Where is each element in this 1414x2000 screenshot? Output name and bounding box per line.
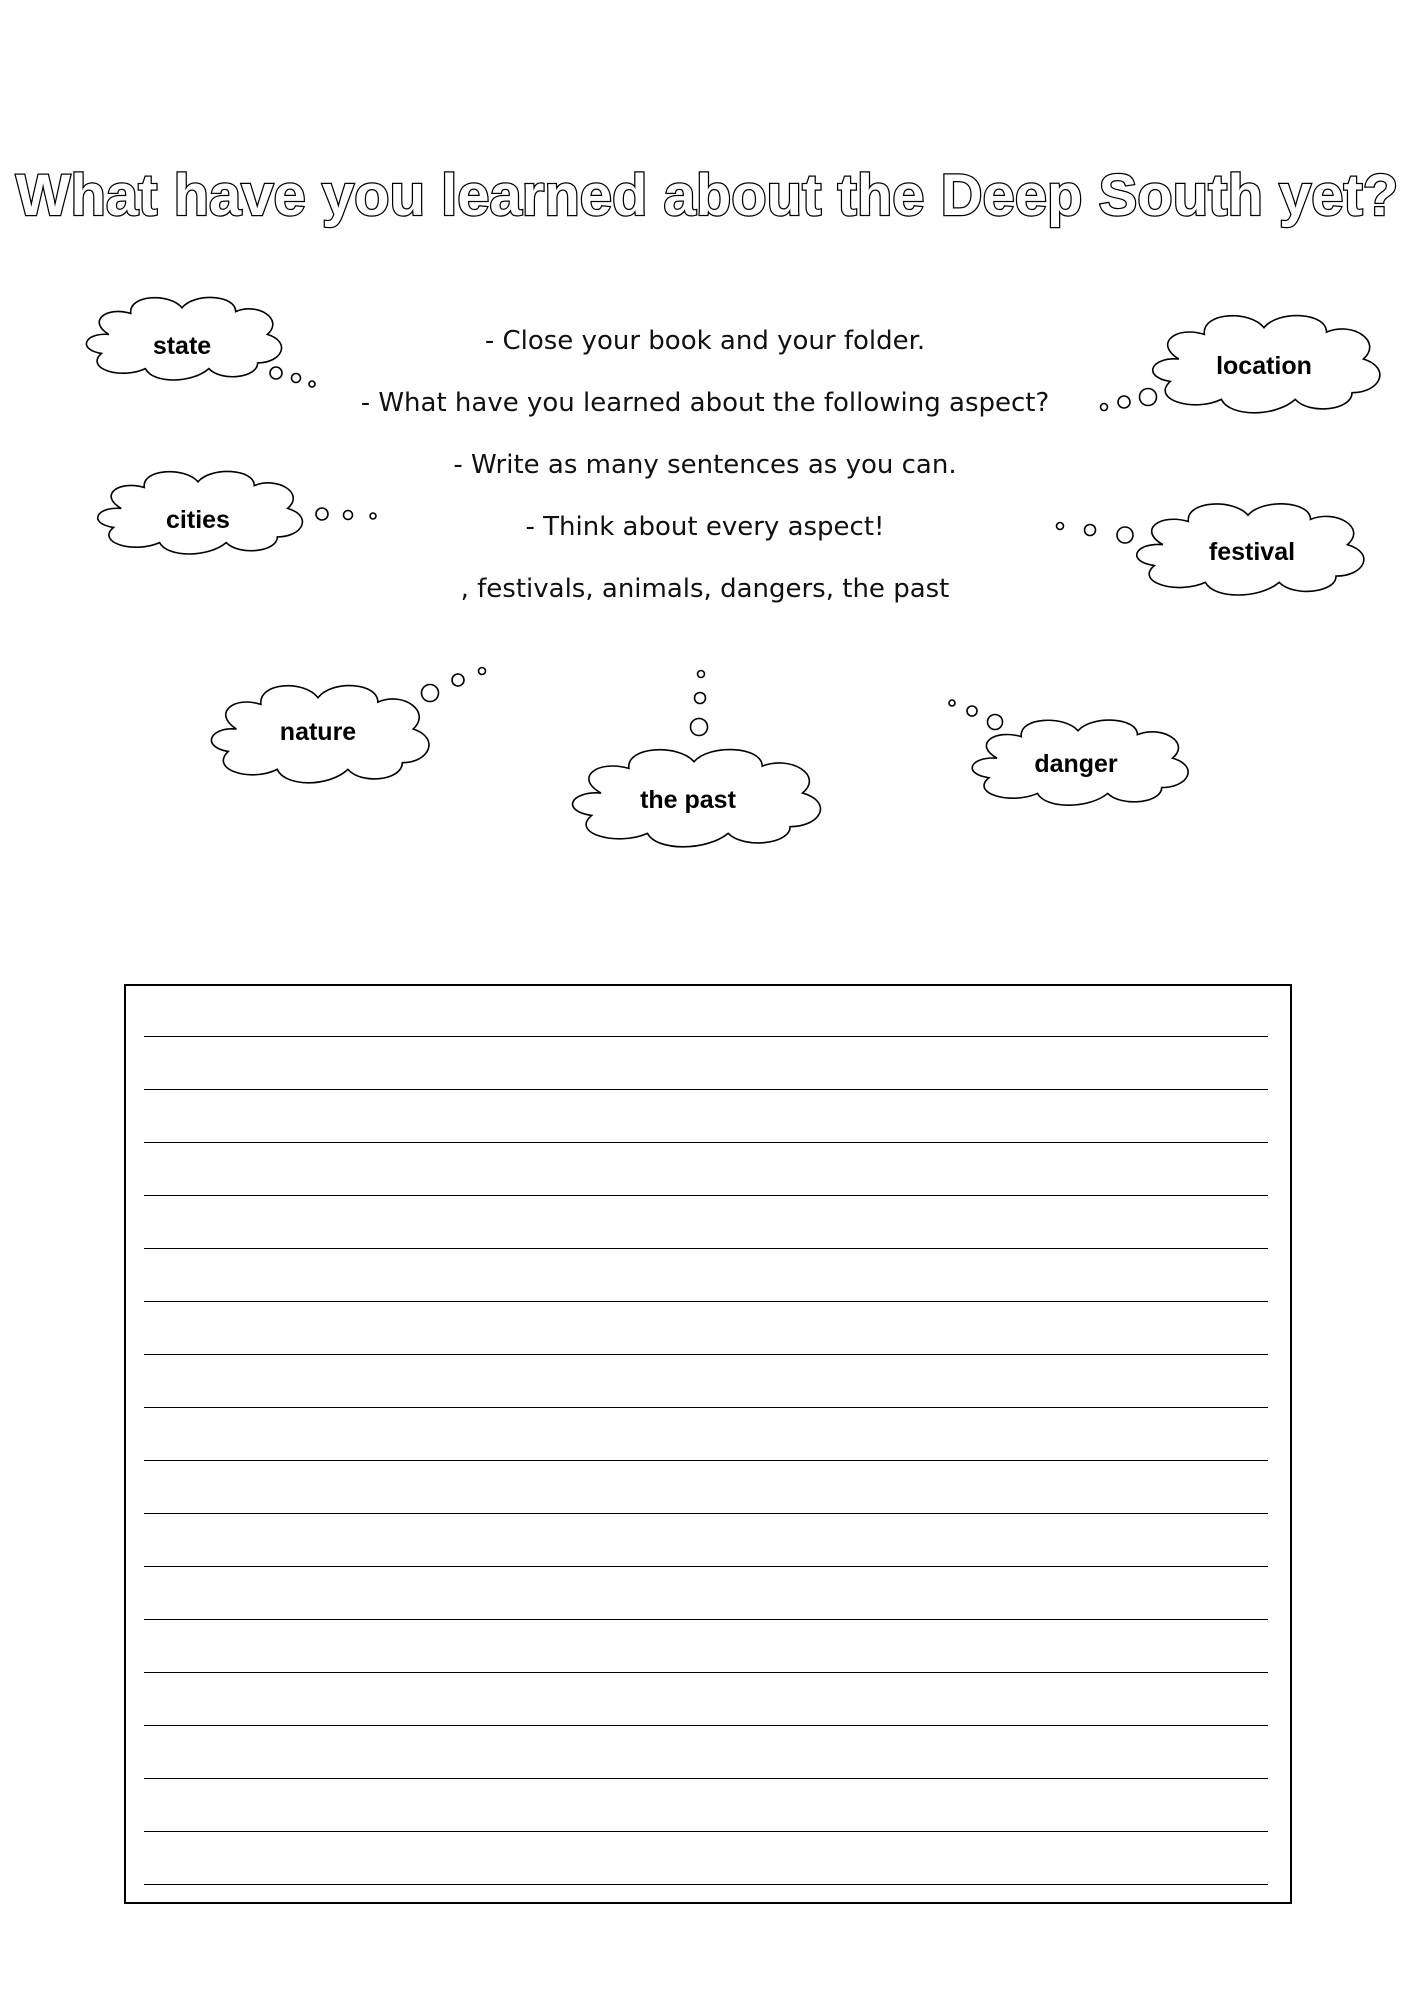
instruction-line: - What have you learned about the following aspect?	[360, 388, 1050, 418]
answer-line	[144, 1142, 1268, 1143]
bubble-label-the-past: the past	[640, 786, 736, 814]
bubble-label-festival: festival	[1208, 538, 1296, 566]
bubble-festival	[1057, 504, 1364, 595]
bubble-cities	[98, 471, 376, 554]
bubble-danger	[949, 700, 1188, 805]
answer-line	[144, 1619, 1268, 1620]
answer-line	[144, 1354, 1268, 1355]
bubble-label-danger: danger	[1034, 750, 1118, 778]
answer-line	[144, 1089, 1268, 1090]
answer-line	[144, 1725, 1268, 1726]
answer-line	[144, 1407, 1268, 1408]
answer-line	[144, 1460, 1268, 1461]
thought-bubbles	[0, 0, 1414, 900]
bubble-state	[86, 297, 315, 387]
instruction-line: , festivals, animals, dangers, the past	[460, 574, 950, 604]
bubble-label-nature: nature	[279, 718, 357, 746]
worksheet-title: What have you learned about the Deep South yet?	[15, 163, 1399, 228]
answer-writing-area[interactable]	[124, 984, 1292, 1904]
answer-line	[144, 1036, 1268, 1037]
answer-line	[144, 1195, 1268, 1196]
answer-line	[144, 1778, 1268, 1779]
answer-line	[144, 1884, 1268, 1885]
instruction-line: - Close your book and your folder.	[484, 326, 926, 356]
answer-line	[144, 1301, 1268, 1302]
instruction-line: - Write as many sentences as you can.	[453, 450, 957, 480]
bubble-label-location: location	[1216, 352, 1312, 380]
bubble-location	[1101, 316, 1380, 413]
answer-line	[144, 1672, 1268, 1673]
bubble-label-state: state	[152, 332, 212, 360]
bubble-nature	[211, 668, 485, 783]
answer-line	[144, 1566, 1268, 1567]
bubble-the-past	[573, 671, 821, 847]
answer-line	[144, 1248, 1268, 1249]
answer-line	[144, 1831, 1268, 1832]
answer-line	[144, 1513, 1268, 1514]
instruction-line: - Think about every aspect!	[525, 512, 885, 542]
bubble-label-cities: cities	[166, 506, 230, 534]
